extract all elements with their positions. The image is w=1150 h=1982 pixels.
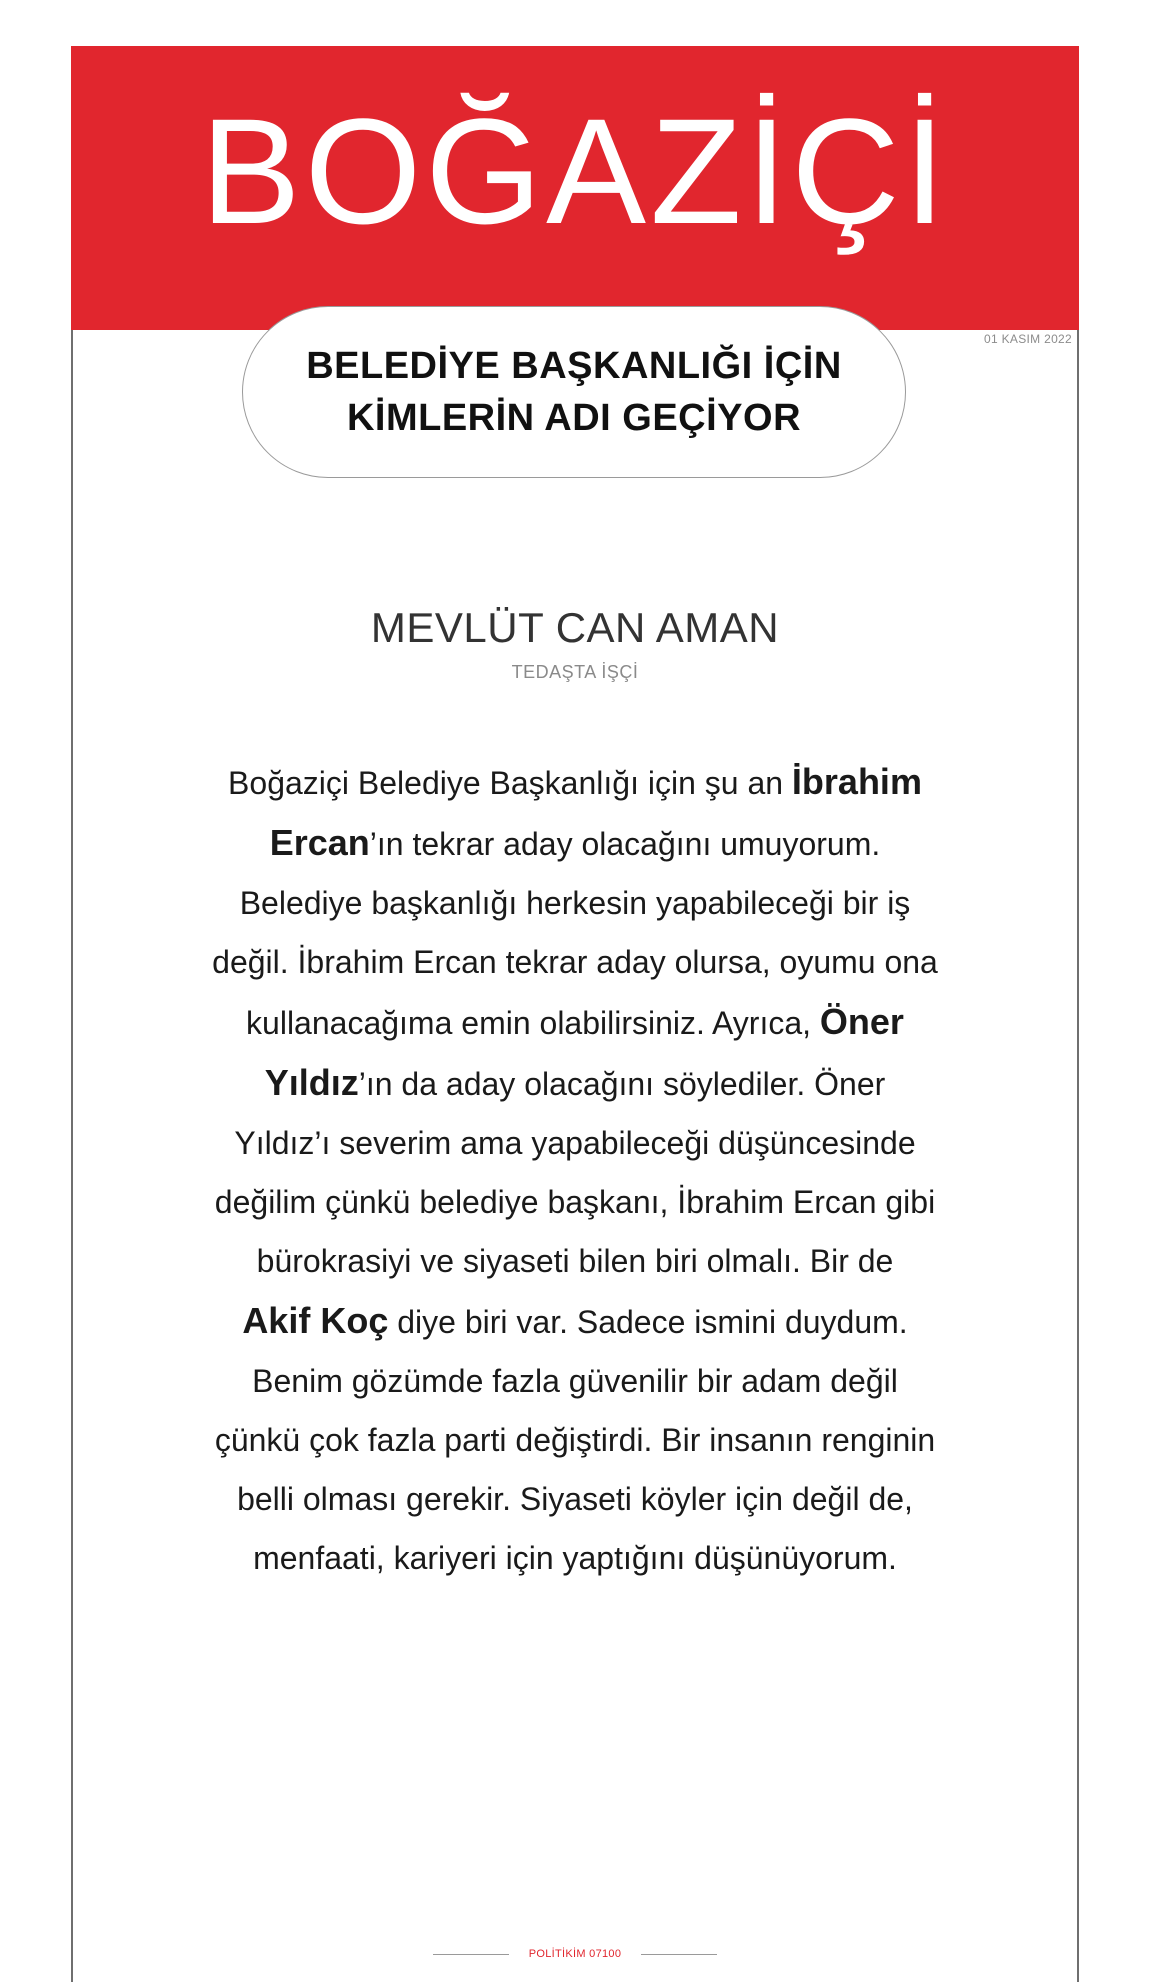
author-role: TEDAŞTA İŞÇİ	[511, 662, 639, 682]
article-line	[190, 992, 960, 1053]
article-text: ’ın tekrar aday olacağını umuyorum.	[369, 826, 881, 862]
article-line: çünkü çok fazla parti değiştirdi. Bir insanın renginin	[214, 1422, 936, 1458]
headline-box	[242, 306, 906, 478]
footer-label: POLİTİKİM 07100	[528, 1948, 622, 1960]
article-text: Boğaziçi Belediye Başkanlığı için şu an	[228, 765, 792, 801]
article-line	[190, 1053, 960, 1114]
name-highlight: Yıldız	[264, 1062, 359, 1103]
article-line: menfaati, kariyeri için yaptığını düşünüyorum.	[253, 1540, 897, 1576]
masthead-title: BOĞAZİÇİ	[200, 87, 950, 255]
headline-line-2: KİMLERİN ADI GEÇİYOR	[346, 397, 802, 439]
article-text: kullanacağıma emin olabilirsiniz. Ayrıca,	[246, 1005, 820, 1041]
article-line	[190, 752, 960, 813]
page-frame-right	[1077, 330, 1079, 1982]
footer-rule-left	[433, 1954, 509, 1955]
article-line: Yıldız’ı severim ama yapabileceği düşüncesinde	[234, 1125, 916, 1161]
page-footer	[0, 1948, 1150, 1960]
article-text: ’ın da aday olacağını söylediler. Öner	[358, 1066, 886, 1102]
article-line: Belediye başkanlığı herkesin yapabileceği bir iş	[239, 885, 911, 921]
name-highlight: Ercan	[269, 822, 370, 863]
article-line	[190, 813, 960, 874]
article-body	[190, 752, 960, 1588]
name-highlight: İbrahim	[791, 761, 922, 802]
article-line: bürokrasiyi ve siyaseti bilen biri olmalı. Bir de	[256, 1243, 894, 1279]
headline-line-1: BELEDİYE BAŞKANLIĞI İÇİN	[306, 345, 842, 387]
issue-date: 01 KASIM 2022	[984, 332, 1072, 346]
article-text: diye biri var. Sadece ismini duydum.	[388, 1304, 908, 1340]
article-line: değil. İbrahim Ercan tekrar aday olursa, oyumu ona	[212, 944, 938, 980]
author-name: MEVLÜT CAN AMAN	[370, 604, 780, 651]
article-line: belli olması gerekir. Siyaseti köyler için değil de,	[237, 1481, 913, 1517]
footer-rule-right	[641, 1954, 717, 1955]
article-line: değilim çünkü belediye başkanı, İbrahim Ercan gibi	[214, 1184, 936, 1220]
name-highlight: Öner	[819, 1001, 904, 1042]
article-line: Benim gözümde fazla güvenilir bir adam değil	[252, 1363, 898, 1399]
name-highlight: Akif Koç	[242, 1300, 389, 1341]
page-frame-left	[71, 330, 73, 1982]
article-line	[190, 1291, 960, 1352]
